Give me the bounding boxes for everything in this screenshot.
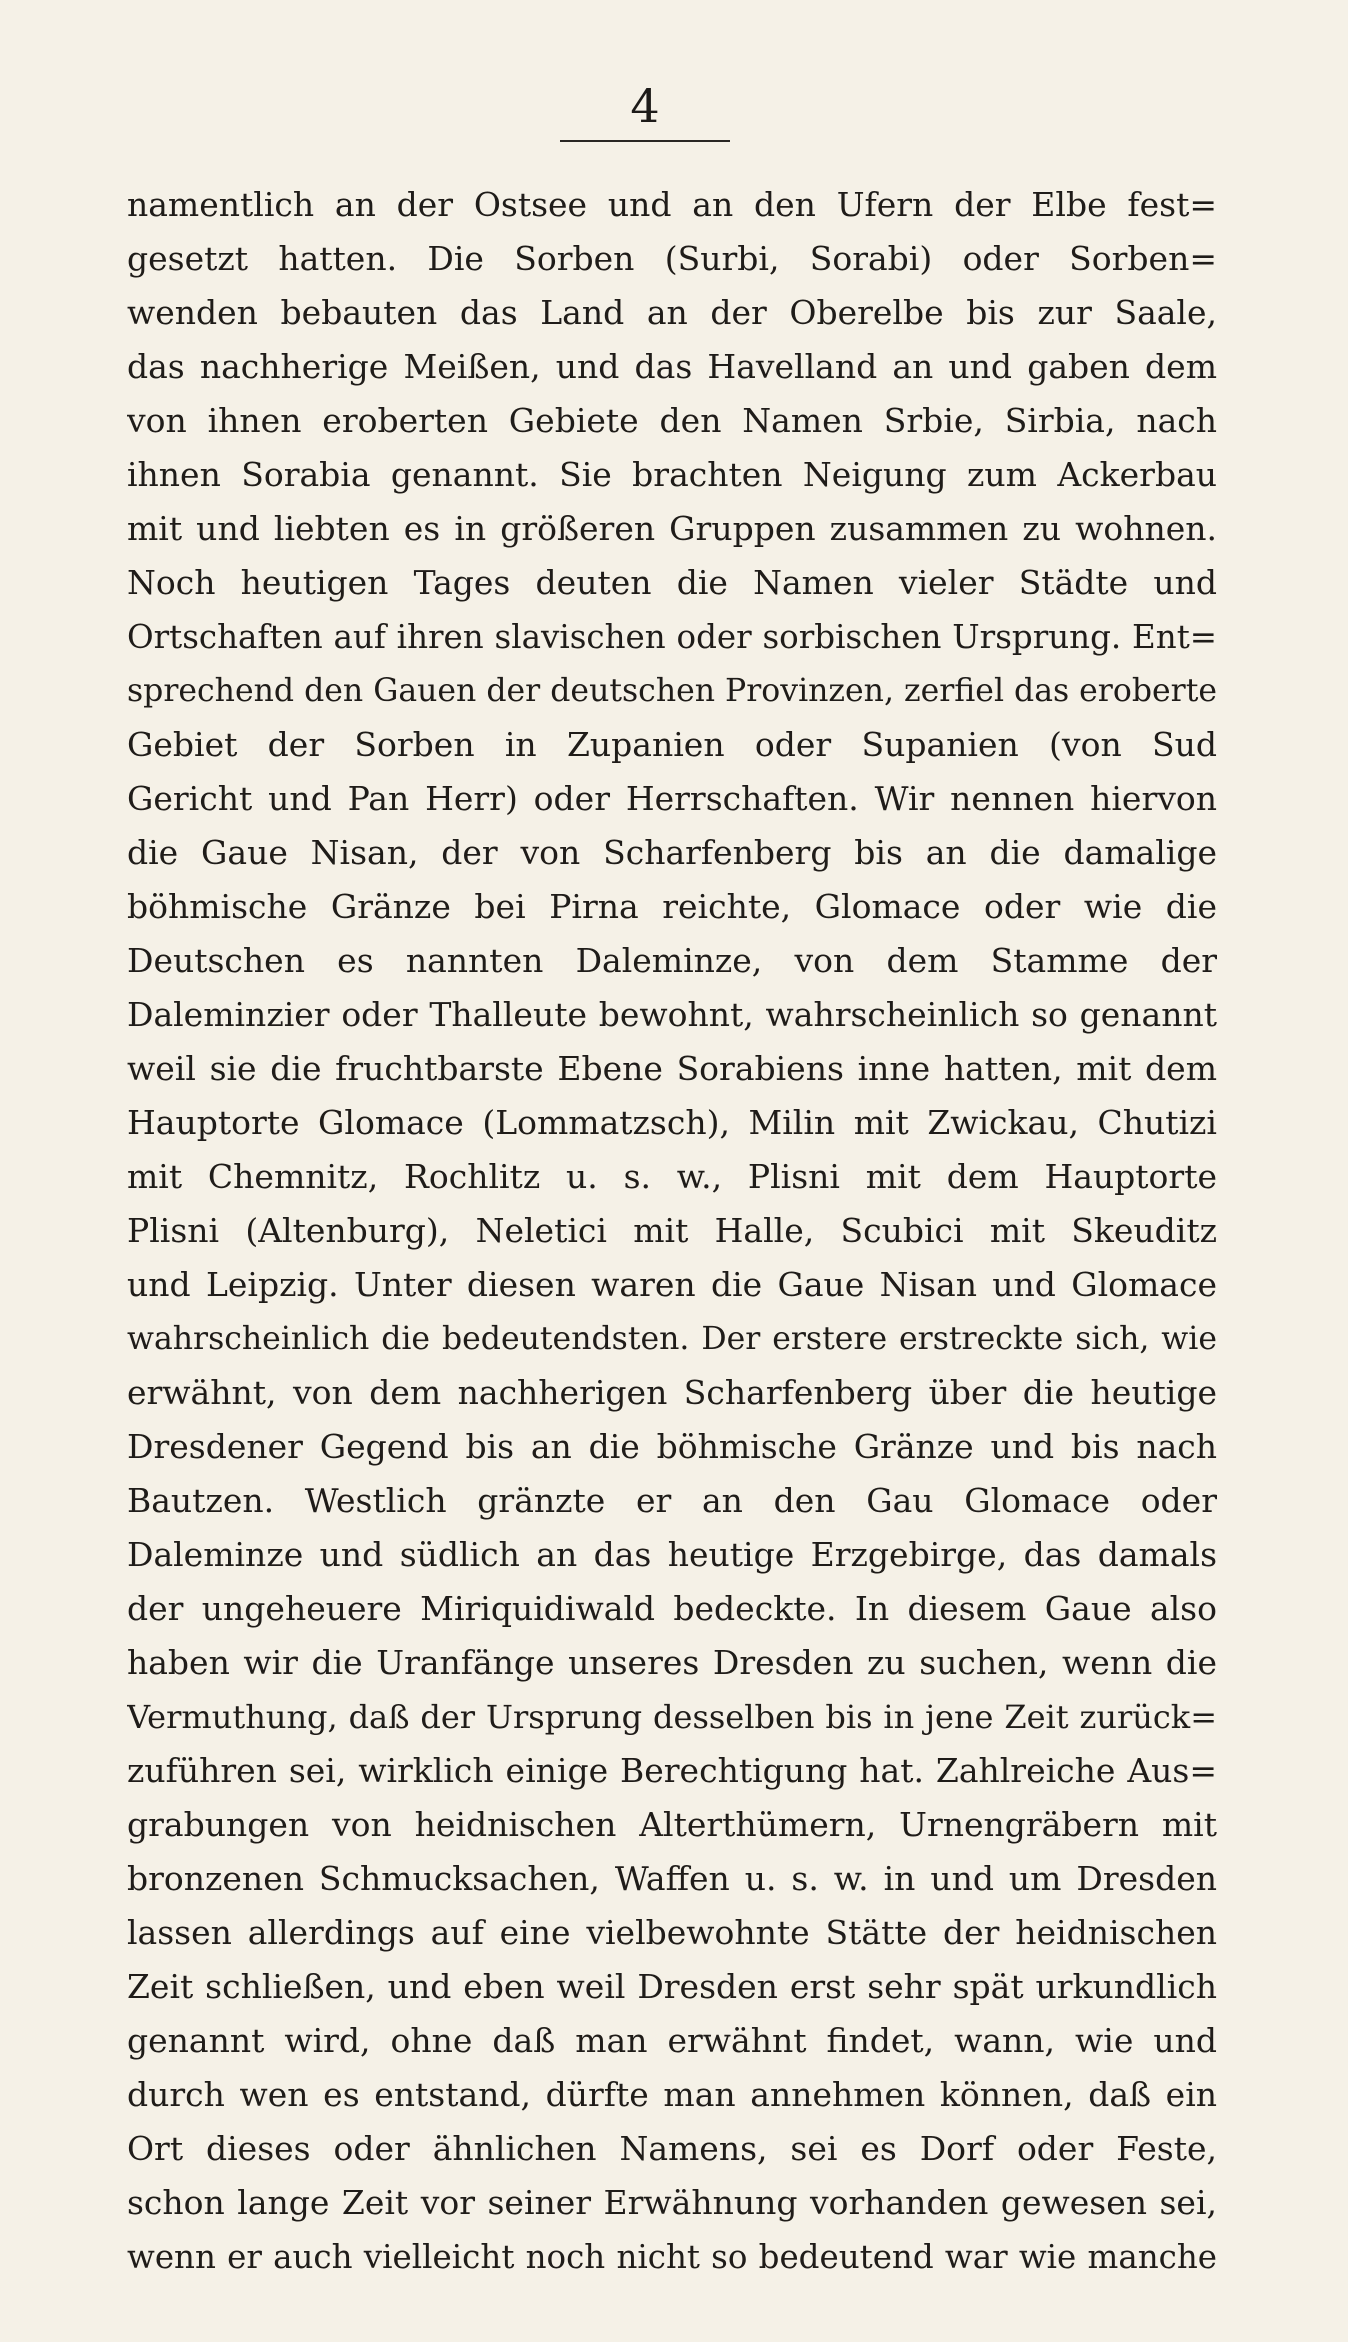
- text-line: genannt wird, ohne daß man erwähnt findet, wann, wie und: [127, 2021, 1217, 2060]
- text-line: böhmische Gränze bei Pirna reichte, Glomace oder wie die: [127, 887, 1217, 926]
- text-line: Zeit schließen, und eben weil Dresden erst sehr spät urkundlich: [127, 1967, 1217, 2006]
- text-line: grabungen von heidnischen Alterthümern, Urnengräbern mit: [127, 1805, 1217, 1844]
- text-line: Daleminzier oder Thalleute bewohnt, wahrscheinlich so genannt: [127, 995, 1217, 1034]
- text-line: der ungeheuere Miriquidiwald bedeckte. In diesem Gaue also: [127, 1589, 1217, 1628]
- text-line: von ihnen eroberten Gebiete den Namen Srbie, Sirbia, nach: [127, 401, 1217, 440]
- page-number: 4: [630, 79, 660, 133]
- text-line: Gericht und Pan Herr) oder Herrschaften. Wir nennen hiervon: [127, 779, 1217, 818]
- text-line: Daleminze und südlich an das heutige Erzgebirge, das damals: [127, 1535, 1217, 1574]
- text-line: sprechend den Gauen der deutschen Provinzen, zerfiel das eroberte: [127, 673, 1217, 709]
- text-line: wenden bebauten das Land an der Oberelbe bis zur Saale,: [127, 293, 1217, 332]
- text-line: Noch heutigen Tages deuten die Namen vieler Städte und: [127, 563, 1217, 602]
- text-line: durch wen es entstand, dürfte man annehmen können, daß ein: [127, 2075, 1217, 2114]
- text-line: wahrscheinlich die bedeutendsten. Der erstere erstreckte sich, wie: [127, 1321, 1217, 1357]
- text-line: zuführen sei, wirklich einige Berechtigung hat. Zahlreiche Aus=: [127, 1751, 1217, 1790]
- text-line: Ortschaften auf ihren slavischen oder sorbischen Ursprung. Ent=: [127, 618, 1217, 656]
- text-line: Hauptorte Glomace (Lommatzsch), Milin mit Zwickau, Chutizi: [127, 1103, 1217, 1142]
- text-line: erwähnt, von dem nachherigen Scharfenberg über die heutige: [127, 1373, 1217, 1412]
- text-line: mit Chemnitz, Rochlitz u. s. w., Plisni mit dem Hauptorte: [127, 1157, 1217, 1196]
- text-line: Bautzen. Westlich gränzte er an den Gau Glomace oder: [127, 1481, 1217, 1520]
- text-line: das nachherige Meißen, und das Havelland an und gaben dem: [127, 347, 1217, 386]
- page-number-rule: [560, 140, 730, 142]
- text-line: haben wir die Uranfänge unseres Dresden zu suchen, wenn die: [127, 1643, 1217, 1682]
- text-line: gesetzt hatten. Die Sorben (Surbi, Sorabi) oder Sorben=: [127, 239, 1217, 278]
- text-line: weil sie die fruchtbarste Ebene Sorabiens inne hatten, mit dem: [127, 1049, 1217, 1088]
- text-line: Dresdener Gegend bis an die böhmische Gränze und bis nach: [127, 1427, 1217, 1466]
- body-text: [127, 178, 1217, 2284]
- text-line: Deutschen es nannten Daleminze, von dem Stamme der: [127, 941, 1217, 980]
- text-line: Plisni (Altenburg), Neletici mit Halle, Scubici mit Skeuditz: [127, 1211, 1217, 1250]
- text-line: wenn er auch vielleicht noch nicht so bedeutend war wie manche: [127, 2238, 1217, 2276]
- text-line: bronzenen Schmucksachen, Waffen u. s. w. in und um Dresden: [127, 1859, 1217, 1898]
- text-line: und Leipzig. Unter diesen waren die Gaue Nisan und Glomace: [127, 1265, 1217, 1304]
- text-line: Gebiet der Sorben in Zupanien oder Supanien (von Sud: [127, 725, 1217, 764]
- text-line: namentlich an der Ostsee und an den Ufern der Elbe fest=: [127, 185, 1217, 224]
- text-line: die Gaue Nisan, der von Scharfenberg bis an die damalige: [127, 833, 1217, 872]
- text-line: Vermuthung, daß der Ursprung desselben bis in jene Zeit zurück=: [127, 1698, 1217, 1736]
- text-line: lassen allerdings auf eine vielbewohnte Stätte der heidnischen: [127, 1913, 1217, 1952]
- text-line: mit und liebten es in größeren Gruppen zusammen zu wohnen.: [127, 509, 1217, 548]
- text-line: ihnen Sorabia genannt. Sie brachten Neigung zum Ackerbau: [127, 455, 1217, 494]
- text-line: schon lange Zeit vor seiner Erwähnung vorhanden gewesen sei,: [127, 2183, 1217, 2222]
- text-line: Ort dieses oder ähnlichen Namens, sei es Dorf oder Feste,: [127, 2129, 1217, 2168]
